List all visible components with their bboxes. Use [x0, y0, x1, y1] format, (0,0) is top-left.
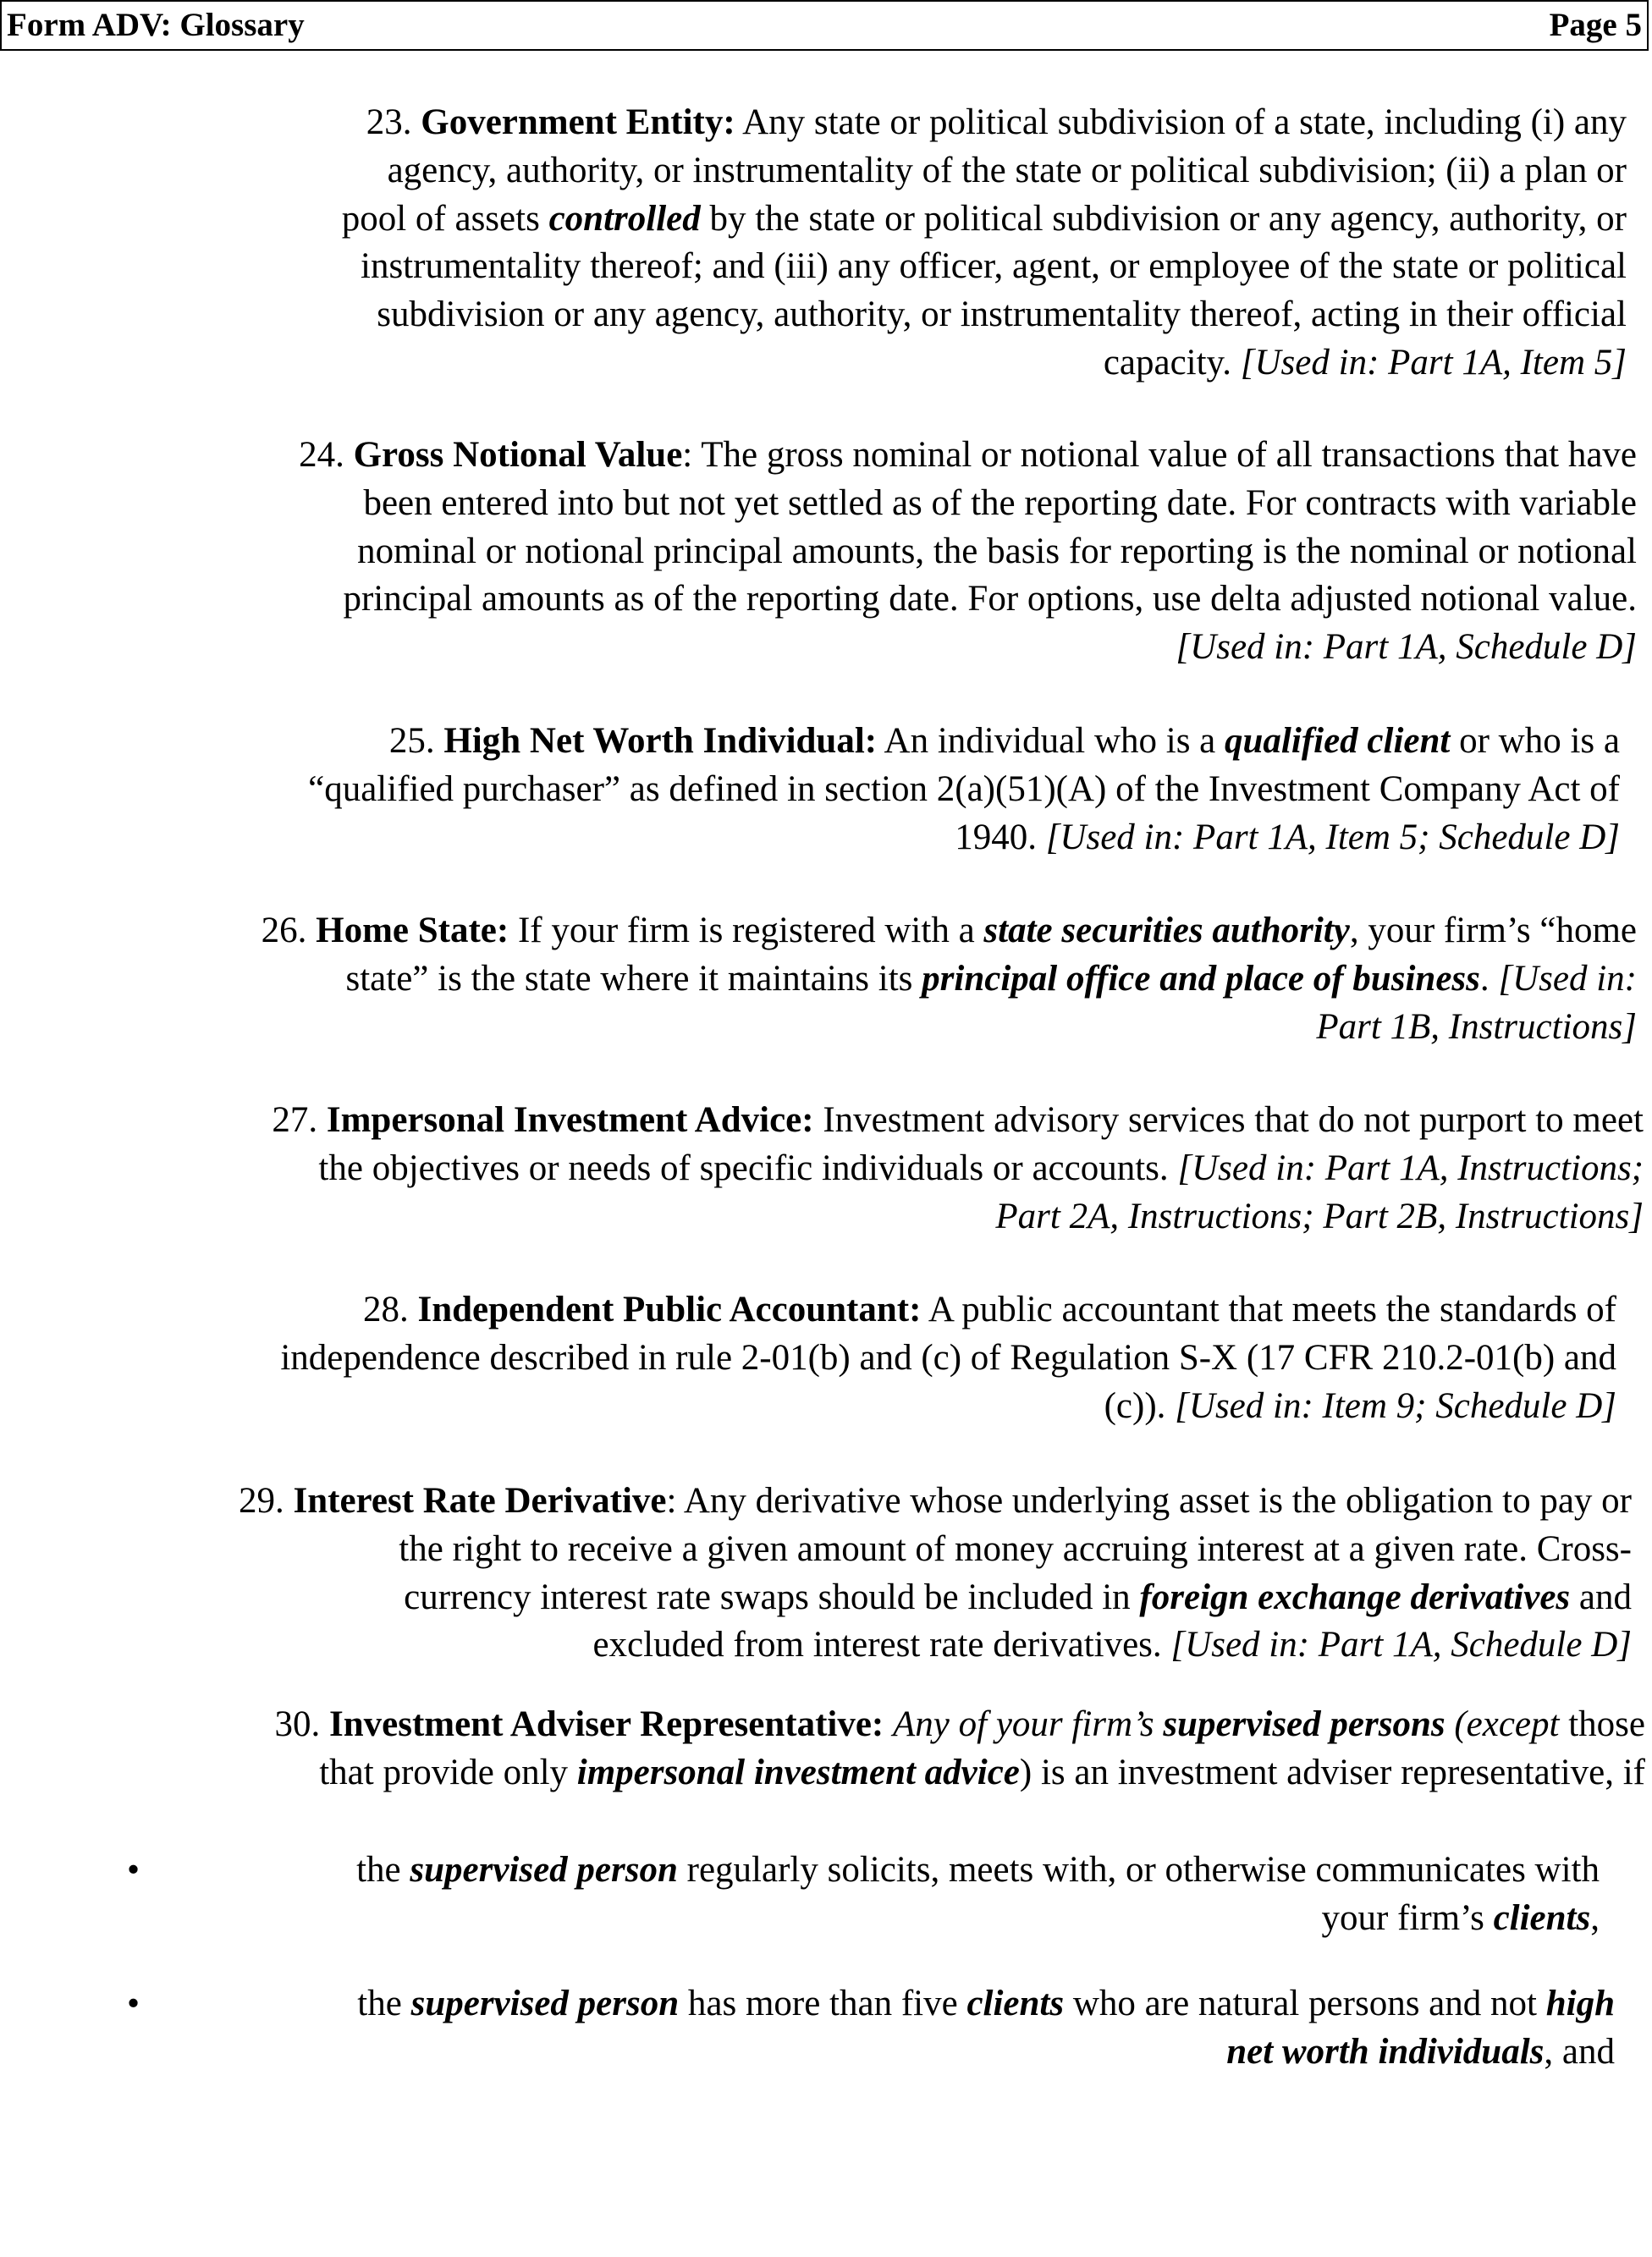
line: state” is the state where it maintains its principal office and place of business. [Used in:	[345, 958, 1637, 999]
line: the right to receive a given amount of money accruing interest at a given rate. Cross-	[399, 1528, 1632, 1569]
line: net worth individuals, and	[1226, 2031, 1615, 2072]
line: pool of assets controlled by the state or political subdivision or any agency, authority, or	[341, 198, 1627, 239]
used-in: [Used in: Item 9; Schedule D]	[1175, 1385, 1616, 1426]
line: “qualified purchaser” as defined in section 2(a)(51)(A) of the Investment Company Act of	[308, 768, 1620, 809]
page-number: Page 5	[1549, 7, 1642, 43]
glossary-entry-26	[0, 907, 1637, 1051]
glossary-entry-25	[0, 718, 1620, 862]
defined-term: clients	[1493, 1897, 1591, 1938]
glossary-entry-29	[0, 1478, 1632, 1670]
defined-term: supervised persons	[1163, 1704, 1446, 1744]
line: 30. Investment Adviser Representative: Any of your firm’s supervised persons (except those	[274, 1704, 1645, 1744]
defined-term: supervised person	[410, 1984, 680, 2023]
line: independence described in rule 2-01(b) and (c) of Regulation S-X (17 CFR 210.2-01(b) and	[280, 1337, 1616, 1378]
glossary-entry-30	[0, 1701, 1645, 1797]
line: your firm’s clients,	[1321, 1897, 1600, 1938]
line: that provide only impersonal investment advice) is an investment adviser representative, if	[319, 1752, 1645, 1792]
line: currency interest rate swaps should be included in foreign exchange derivatives and	[404, 1577, 1632, 1617]
used-in: [Used in: Part 1A, Schedule D]	[1176, 627, 1637, 668]
line: the supervised person regularly solicits, meets with, or otherwise communicates with	[356, 1850, 1600, 1890]
line: 24. Gross Notional Value: The gross nominal or notional value of all transactions that have	[299, 435, 1637, 475]
term: Independent Public Accountant:	[417, 1290, 922, 1329]
line: the supervised person has more than five clients who are natural persons and not high	[357, 1984, 1615, 2023]
bullet-icon: •	[127, 1850, 140, 1890]
line: subdivision or any agency, authority, or instrumentality thereof, acting in their official	[377, 295, 1627, 335]
bullet-item-2	[0, 1980, 1615, 2077]
line: capacity. [Used in: Part 1A, Item 5]	[1103, 342, 1627, 383]
line: 28. Independent Public Accountant: A public accountant that meets the standards of	[362, 1290, 1616, 1329]
line: (c)). [Used in: Item 9; Schedule D]	[1104, 1385, 1616, 1426]
glossary-entry-28	[0, 1286, 1616, 1430]
line: excluded from interest rate derivatives. [Used in: Part 1A, Schedule D]	[592, 1625, 1632, 1665]
line: been entered into but not yet settled as of the reporting date. For contracts with variable	[363, 482, 1637, 523]
line: principal amounts as of the reporting date. For options, use delta adjusted notional value.	[343, 579, 1637, 619]
form-title: Form ADV: Glossary	[7, 7, 305, 43]
line: 27. Impersonal Investment Advice: Investment advisory services that do not purport to meet	[272, 1100, 1644, 1140]
defined-term: clients	[966, 1984, 1065, 2023]
used-in: [Used in: Part 1A, Schedule D]	[1170, 1625, 1632, 1665]
line: nominal or notional principal amounts, the basis for reporting is the nominal or notional	[357, 531, 1637, 571]
term: Impersonal Investment Advice:	[326, 1100, 814, 1140]
used-in: [Used in: Part 1A, Instructions;	[1177, 1148, 1644, 1188]
used-in: Part 1B, Instructions]	[1316, 1006, 1637, 1047]
defined-term: foreign exchange derivatives	[1139, 1577, 1571, 1617]
line: agency, authority, or instrumentality of the state or political subdivision; (ii) a plan or	[387, 150, 1627, 190]
defined-term: principal office and place of business	[922, 958, 1480, 999]
defined-term: impersonal investment advice	[576, 1752, 1020, 1792]
line: 23. Government Entity: Any state or political subdivision of a state, including (i) any	[366, 102, 1627, 142]
term: Home State:	[316, 911, 509, 950]
defined-term: high	[1545, 1984, 1615, 2023]
line: the objectives or needs of specific individuals or accounts. [Used in: Part 1A, Instructions;	[318, 1148, 1644, 1188]
term: High Net Worth Individual:	[443, 721, 878, 761]
defined-term: controlled	[548, 198, 701, 239]
glossary-entry-24	[0, 432, 1637, 672]
defined-term: supervised person	[410, 1850, 678, 1890]
defined-term: qualified client	[1225, 721, 1451, 761]
term: Government Entity:	[421, 102, 735, 142]
bullet-icon: •	[127, 1984, 140, 2023]
term: Interest Rate Derivative	[293, 1481, 667, 1521]
used-in: Part 2A, Instructions; Part 2B, Instructions]	[995, 1196, 1644, 1236]
line: 26. Home State: If your firm is registered with a state securities authority, your firm’s “home	[261, 911, 1637, 950]
defined-term: net worth individuals	[1226, 2031, 1545, 2072]
used-in: [Used in: Part 1A, Item 5; Schedule D]	[1045, 817, 1620, 857]
line: 25. High Net Worth Individual: An individual who is a qualified client or who is a	[388, 721, 1620, 761]
page-header	[0, 0, 1649, 51]
line: 1940. [Used in: Part 1A, Item 5; Schedule D]	[955, 817, 1620, 857]
used-in: [Used in: Part 1A, Item 5]	[1240, 342, 1627, 383]
glossary-entry-27	[0, 1097, 1644, 1241]
term: Gross Notional Value	[353, 435, 683, 475]
bullet-item-1	[0, 1847, 1600, 1943]
line: 29. Interest Rate Derivative: Any derivative whose underlying asset is the obligation to pay or	[239, 1481, 1632, 1521]
glossary-entry-23	[0, 99, 1627, 388]
defined-term: state securities authority	[983, 911, 1350, 950]
term: Investment Adviser Representative:	[328, 1704, 884, 1744]
line: instrumentality thereof; and (iii) any officer, agent, or employee of the state or political	[361, 246, 1627, 287]
